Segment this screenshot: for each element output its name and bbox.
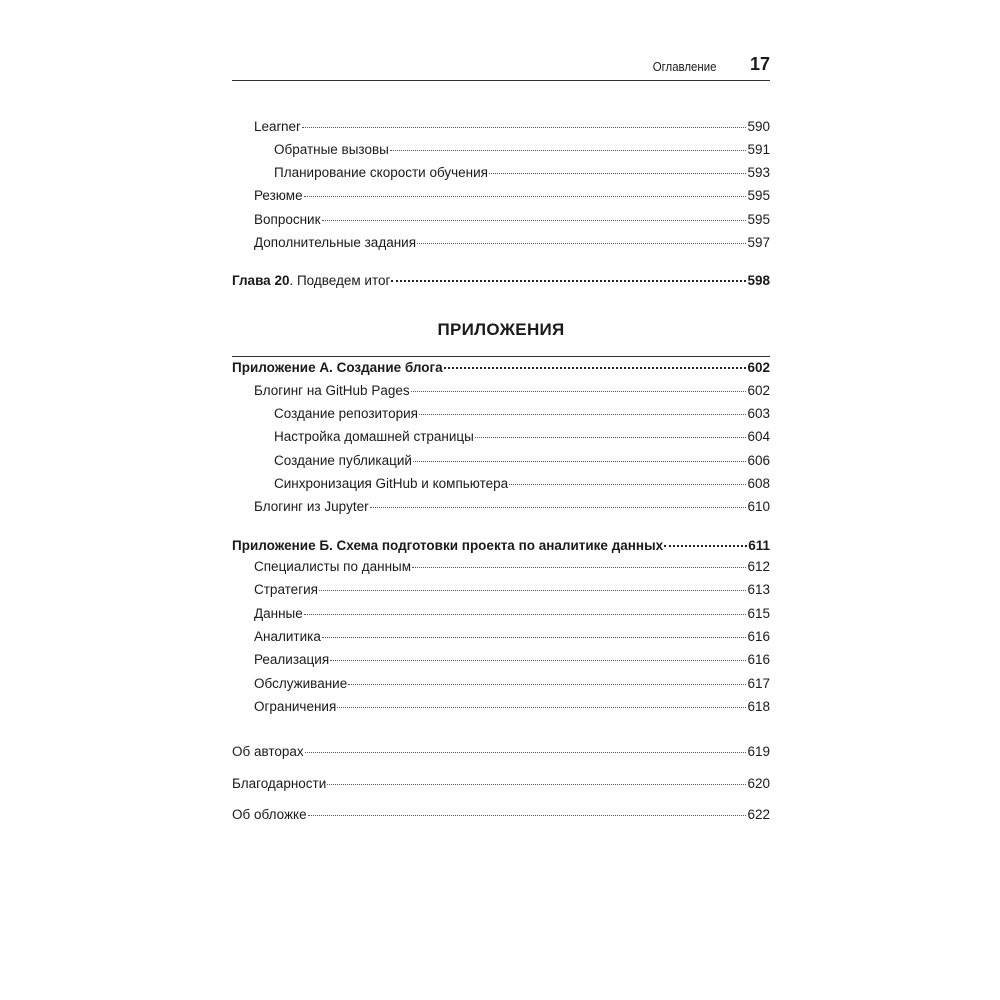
toc-appendix-a[interactable]: Приложение А. Создание блога 602 — [232, 360, 770, 375]
toc-entry[interactable]: Настройка домашней страницы 604 — [274, 429, 770, 444]
chapter-label: Глава 20 — [232, 273, 290, 288]
section-heading: ПРИЛОЖЕНИЯ — [437, 320, 565, 339]
chapter-title: . Подведем итог — [289, 273, 391, 288]
toc-entry[interactable]: Обратные вызовы 591 — [274, 142, 770, 157]
toc-entry[interactable]: Об авторах 619 — [232, 744, 770, 759]
page-number: 17 — [749, 54, 770, 74]
toc-entry[interactable]: Синхронизация GitHub и компьютера 608 — [274, 476, 770, 491]
toc-entry[interactable]: Планирование скорости обучения 593 — [274, 165, 770, 180]
toc-entry[interactable]: Специалисты по данным 612 — [254, 559, 770, 574]
toc-entry[interactable]: Стратегия 613 — [254, 582, 770, 597]
toc-entry[interactable]: Блогинг на GitHub Pages 602 — [254, 383, 770, 398]
toc-entry[interactable]: Резюме 595 — [254, 188, 770, 203]
toc-entry[interactable]: Обслуживание 617 — [254, 676, 770, 691]
toc-entry[interactable]: Об обложке 622 — [232, 807, 770, 822]
running-title: Оглавление — [652, 59, 716, 74]
toc-appendix-b[interactable]: Приложение Б. Схема подготовки проекта по аналитике данных 611 — [232, 538, 770, 553]
toc-entry[interactable]: Создание публикаций 606 — [274, 453, 770, 468]
toc-entry[interactable]: Аналитика 616 — [254, 629, 770, 644]
toc-entry[interactable]: Learner 590 — [254, 119, 770, 134]
section-divider — [232, 356, 770, 357]
toc-chapter-20[interactable]: Глава 20. Подведем итог 598 — [232, 273, 770, 288]
toc-entry[interactable]: Благодарности 620 — [232, 776, 770, 791]
toc-entry[interactable]: Дополнительные задания 597 — [254, 235, 770, 250]
toc-entry[interactable]: Блогинг из Jupyter 610 — [254, 499, 770, 514]
toc-entry[interactable]: Вопросник 595 — [254, 212, 770, 227]
toc-entry[interactable]: Ограничения 618 — [254, 699, 770, 714]
toc-entry[interactable]: Создание репозитория 603 — [274, 406, 770, 421]
running-header — [232, 52, 770, 81]
toc-entry[interactable]: Реализация 616 — [254, 652, 770, 667]
toc-entry[interactable]: Данные 615 — [254, 606, 770, 621]
